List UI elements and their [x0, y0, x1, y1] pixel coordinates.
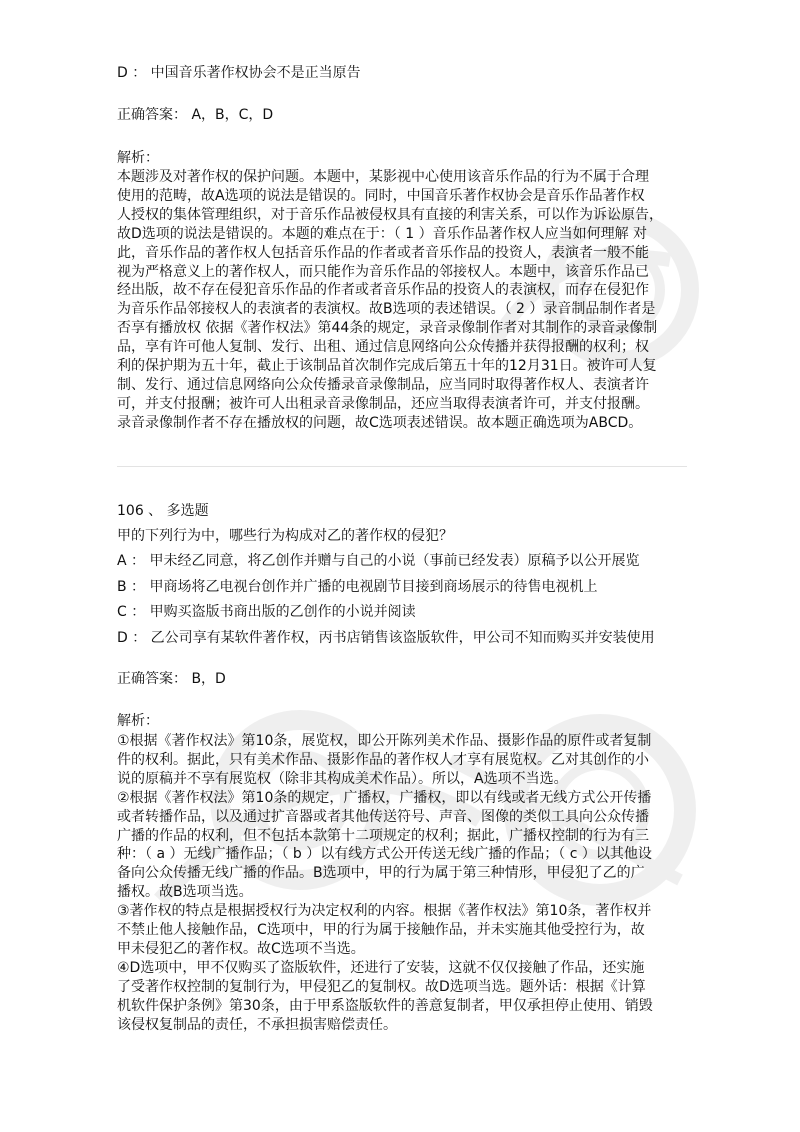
- q106-option-a: A ： 甲未经乙同意，将乙创作并赠与自己的小说（事前已经发表）原稿予以公开展览: [117, 553, 640, 569]
- q106-question: 甲的下列行为中，哪些行为构成对乙的著作权的侵犯？: [117, 528, 453, 544]
- q105-analysis-label: 解析：: [117, 150, 159, 166]
- q106-header: 106 、 多选题: [117, 503, 209, 519]
- q106-analysis-text: ①根据《著作权法》第10条，展览权，即公开陈列美术作品、摄影作品的原件或者复制 件的权利。据此，只有美术作品、摄影作品的著作权人才享有展览权。乙对其创作的小 说的原稿并不享有展览权（除非其构成美术作品）。所以，A选项不当选。 ②根据《著作权法》第10条的规定，广播权，广播权，即以有线或者无线方式公开传播 或者转播作品，以及通过扩音器或者其他传送符号、声音、图像的类似工具向公众传播 广播的作品的权利，但不包括本款第十二项规定的权利；据此，广播权控制的行为有三 种：（ a ）无线广播作品；（ b ）以有线方式公开传送无线广播的作品；（ c ）以其他设 备向公众传播无线广播的作品。B选项中，甲的行为属于第三种情形，甲侵犯了乙的广 播权。故B选项当选。 ③著作权的特点是根据授权行为决定权利的内容。根据《著作权法》第10条，著作权并 不禁止他人接触作品，C选项中，甲的行为属于接触作品，并未实施其他受控行为，故 甲未侵犯乙的著作权。故C选项不当选。 ④D选项中，甲不仅购买了盗版软件，还进行了安装，这就不仅仅接触了作品，还实施 了受著作权控制的复制行为，甲侵犯乙的复制权。故D选项当选。题外话：根据《计算 机软件保护条例》第30条，由于甲系盗版软件的善意复制者，甲仅承担停止使用、销毁 该侵权复制品的责任，不承担损害赔偿责任。: [117, 733, 653, 1033]
- question-divider: [117, 466, 687, 467]
- q105-option-d: D ： 中国音乐著作权协会不是正当原告: [117, 65, 361, 81]
- q106-analysis-label: 解析：: [117, 713, 159, 729]
- q106-option-b: B ： 甲商场将乙电视台创作并广播的电视剧节目接到商场展示的待售电视机上: [117, 579, 598, 595]
- q105-correct-answer: 正确答案： A，B，C，D: [117, 107, 274, 123]
- q106-option-c: C ： 甲购买盗版书商出版的乙创作的小说并阅读: [117, 604, 416, 620]
- q106-option-d: D ： 乙公司享有某软件著作权，丙书店销售该盗版软件，甲公司不知而购买并安装使用: [117, 630, 655, 646]
- q106-correct-answer: 正确答案： B，D: [117, 671, 226, 687]
- q105-analysis-text: 本题涉及对著作权的保护问题。本题中，某影视中心使用该音乐作品的行为不属于合理 使用的范畴，故A选项的说法是错误的。同时，中国音乐著作权协会是音乐作品著作权 人授权的集体管理组织，对于音乐作品被侵权具有直接的利害关系，可以作为诉讼原告， 故D选项的说法是错误的。本题的难点在于：（ 1 ）音乐作品著作权人应当如何理解 对 此，音乐作品的著作权人包括音乐作品的作者或者音乐作品的投资人，表演者一般不能 视为严格意义上的著作权人，而只能作为音乐作品的邻接权人。本题中，该音乐作品已 经出版，故不存在侵犯音乐作品的作者或者音乐作品的投资人的表演权，而存在侵犯作 为音乐作品邻接权人的表演者的表演权。故B选项的表述错误。（ 2 ）录音制品制作者是 否享有播放权 依据《著作权法》第44条的规定，录音录像制作者对其制作的录音录像制 品，享有许可他人复制、发行、出租、通过信息网络向公众传播并获得报酬的权利；权 利的保护期为五十年，截止于该制品首次制作完成后第五十年的12月31日。被许可人复 制、发行、通过信息网络向公众传播录音录像制品，应当同时取得著作权人、表演者许 可，并支付报酬；被许可人出租录音录像制品，还应当取得表演者许可，并支付报酬。 录音录像制作者不存在播放权的问题，故C选项表述错误。故本题正确选项为ABCD。: [117, 169, 663, 431]
